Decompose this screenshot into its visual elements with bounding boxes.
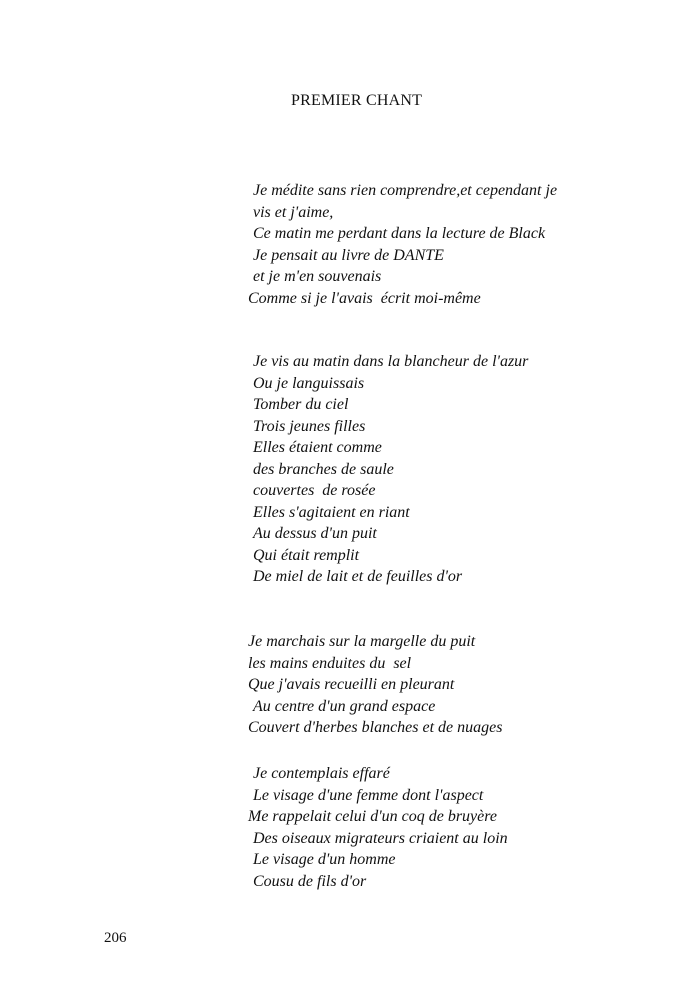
poem-line: Ou je languissais xyxy=(253,374,365,392)
poem-line: Le visage d'une femme dont l'aspect xyxy=(253,786,484,804)
poem-line: Me rappelait celui d'un coq de bruyère xyxy=(248,808,497,825)
page-number: 206 xyxy=(104,930,127,946)
stanza-1 xyxy=(248,180,557,309)
poem-line: Ce matin me perdant dans la lecture de Black xyxy=(253,225,546,242)
poem-line: Que j'avais recueilli en pleurant xyxy=(248,676,455,693)
poem-line: vis et j'aime, xyxy=(253,203,334,221)
stanza-3 xyxy=(248,631,502,739)
poem-line: les mains enduites du sel xyxy=(248,654,412,672)
poem-line: Qui était remplit xyxy=(253,546,360,564)
poem-line: Tomber du ciel xyxy=(253,396,349,413)
poem-line: Trois jeunes filles xyxy=(253,417,366,435)
poem-line: Je marchais sur la margelle du puit xyxy=(248,633,476,650)
poem-line: Je pensait au livre de DANTE xyxy=(253,246,444,264)
poem-line: Le visage d'un homme xyxy=(253,851,396,868)
chapter-title: PREMIER CHANT xyxy=(291,92,423,109)
poem-line: Je contemplais effaré xyxy=(253,765,390,782)
poem-line: Je vis au matin dans la blancheur de l'azur xyxy=(253,353,529,370)
poem-line: couvertes de rosée xyxy=(253,482,376,499)
poem-line: Au dessus d'un puit xyxy=(253,525,377,542)
poem-line: Comme si je l'avais écrit moi-même xyxy=(248,289,481,307)
poem-line: et je m'en souvenais xyxy=(253,268,382,285)
poem-line: Couvert d'herbes blanches et de nuages xyxy=(248,719,503,736)
poem-line: Des oiseaux migrateurs criaient au loin xyxy=(253,829,508,847)
poem-line: des branches de saule xyxy=(253,460,394,478)
poem-line: Au centre d'un grand espace xyxy=(253,697,436,715)
poem-line: Je médite sans rien comprendre,et cependant je xyxy=(253,182,558,199)
stanza-4 xyxy=(248,763,508,892)
poem-line: Elles s'agitaient en riant xyxy=(253,503,410,521)
poem-line: Elles étaient comme xyxy=(253,439,382,456)
poem-line: Cousu de fils d'or xyxy=(253,872,367,890)
poem-line: De miel de lait et de feuilles d'or xyxy=(253,568,463,585)
stanza-2 xyxy=(248,351,528,588)
